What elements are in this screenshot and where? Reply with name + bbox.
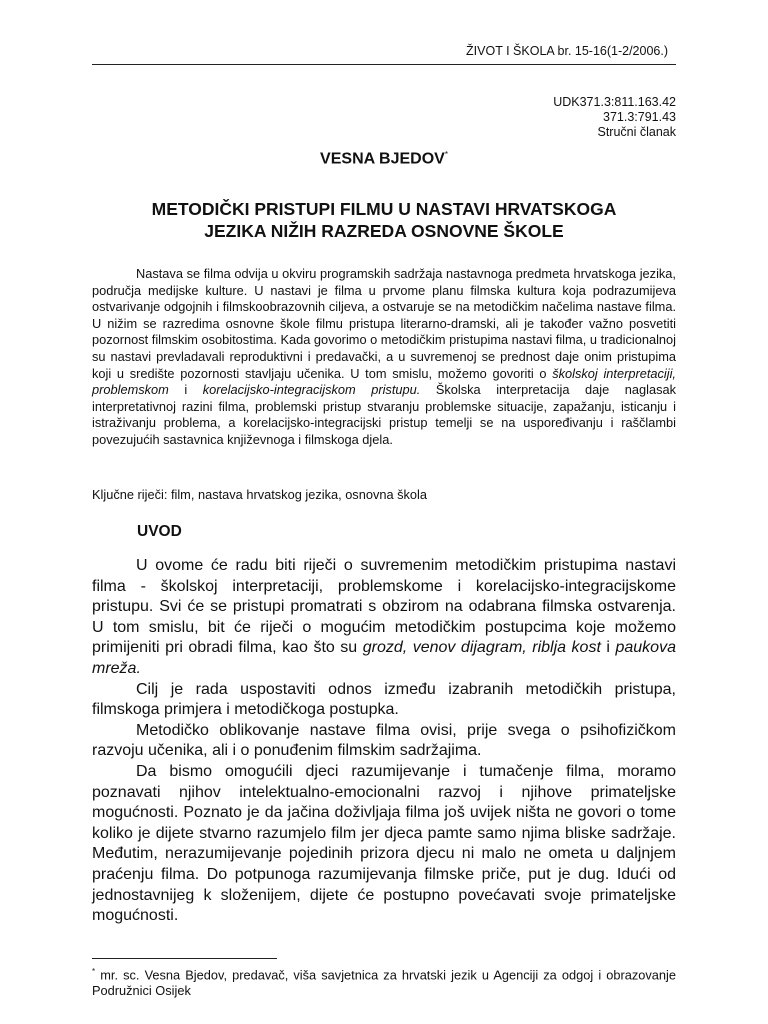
header-rule bbox=[92, 64, 676, 65]
classification-block bbox=[553, 95, 676, 140]
abstract-text-2: i bbox=[168, 382, 203, 398]
journal-header: ŽIVOT I ŠKOLA br. 15-16(1-2/2006.) bbox=[466, 44, 668, 58]
section-heading: UVOD bbox=[137, 523, 182, 540]
paragraph-3: Metodičko oblikovanje nastave filma ovisi, prije svega o psihofizičkom razvoju učenika, ali i o ponuđenim filmskim sadržajima. bbox=[92, 721, 676, 760]
udk-code-1: UDK371.3:811.163.42 bbox=[553, 95, 676, 109]
footnote bbox=[92, 964, 676, 999]
p1-italic-1: grozd, venov dijagram, riblja kost bbox=[362, 639, 601, 657]
footnote-text: mr. sc. Vesna Bjedov, predavač, viša savjetnica za hrvatski jezik u Agenciji za odgoj i obrazovanje Podružnici Osijek bbox=[92, 967, 676, 999]
title-line-2: JEZIKA NIŽIH RAZREDA OSNOVNE ŠKOLE bbox=[204, 221, 564, 241]
footnote-rule bbox=[92, 958, 277, 959]
paragraph-2: Cilj je rada uspostaviti odnos između izabranih metodičkih pristupa, filmskoga primjera i metodičkoga postupka. bbox=[92, 680, 676, 719]
footnote-marker: * bbox=[444, 150, 448, 159]
paragraph-4: Da bismo omogućili djeci razumijevanje i tumačenje filma, moramo poznavati njihov intelektualno-emocionalni razvoj i njihove primateljske mogućnosti. Poznato je da jačina doživljaja filma još uvijek ništa ne govori o tome koliko je dijete stvarno razumjelo film jer djeca pamte samo njima bliske sadržaje. Međutim, nerazumijevanje pojedinih prizora djecu ni malo ne ometa u daljnjem praćenju filma. Do potpunoga razumijevanja filmske priče, put je dug. Idući od jednostavnijeg k složenijem, dijete će postupno povećavati svoje primateljske mogućnosti. bbox=[92, 762, 676, 925]
abstract-paragraph bbox=[92, 266, 676, 449]
article-title bbox=[92, 198, 676, 242]
body-text bbox=[92, 556, 676, 927]
article-type: Stručni članak bbox=[597, 125, 676, 139]
abstract-italic-2: korelacijsko-integracijskom pristupu. bbox=[202, 382, 421, 398]
p1-and: i bbox=[600, 639, 616, 657]
abstract-italic-1: školskoj interpretaciji, problemskom bbox=[92, 365, 676, 398]
title-line-1: METODIČKI PRISTUPI FILMU U NASTAVI HRVATSKOGA bbox=[151, 199, 617, 219]
abstract-text-3: Školska interpretacija daje naglasak interpretativnoj razini filma, problemski pristup stvaranju problemske situacije, zapažanju, isticanju i istraživanju problema, a korelacijsko-integracijski pristup temelji se na uspoređivanju i raščlambi povezujućih sastavnica književnoga i filmskoga djela. bbox=[92, 382, 676, 447]
abstract-text-1: Nastava se filma odvija u okviru programskih sadržaja nastavnoga predmeta hrvatskoga jezika, područja medijske kulture. U nastavi je filma u prvome planu filmska kultura koja podrazumijeva ostvarivanje odgojnih i filmskoobrazovnih ciljeva, a ostvaruje se na metodičkim načelima nastave filma. U nižim se razredima osnovne škole filmu pristupa literarno-dramski, ali je također važno posvetiti pozornost filmskim osobitostima. Kada govorimo o metodičkim pristupima nastavi filma, u tradicionalnoj su nastavi prevladavali reproduktivni i predavački, a u suvremenoj se prednost daje onim pristupima koji u središte pozornosti stavljaju učenika. U tom smislu, možemo govoriti o bbox=[92, 266, 676, 381]
footnote-marker-bottom: * bbox=[92, 967, 96, 976]
paragraph-1 bbox=[92, 556, 676, 680]
author-name bbox=[0, 150, 768, 168]
p1-italic-2: paukova mreža. bbox=[92, 639, 676, 677]
keywords: Ključne riječi: film, nastava hrvatskog jezika, osnovna škola bbox=[92, 487, 428, 502]
author-text: VESNA BJEDOV bbox=[320, 150, 445, 168]
udk-code-2: 371.3:791.43 bbox=[603, 110, 676, 124]
abstract bbox=[92, 266, 676, 449]
p1-text: U ovome će radu biti riječi o suvremenim metodičkim pristupima nastavi filma - školskoj interpretaciji, problemskome i korelacijsko-integracijskome pristupu. Svi će se pristupi promatrati s obzirom na odabrana filmska ostvarenja. U tom smislu, bit će riječi o mogućim metodičkim postupcima koje možemo primijeniti pri obradi filma, kao što su bbox=[92, 557, 676, 657]
